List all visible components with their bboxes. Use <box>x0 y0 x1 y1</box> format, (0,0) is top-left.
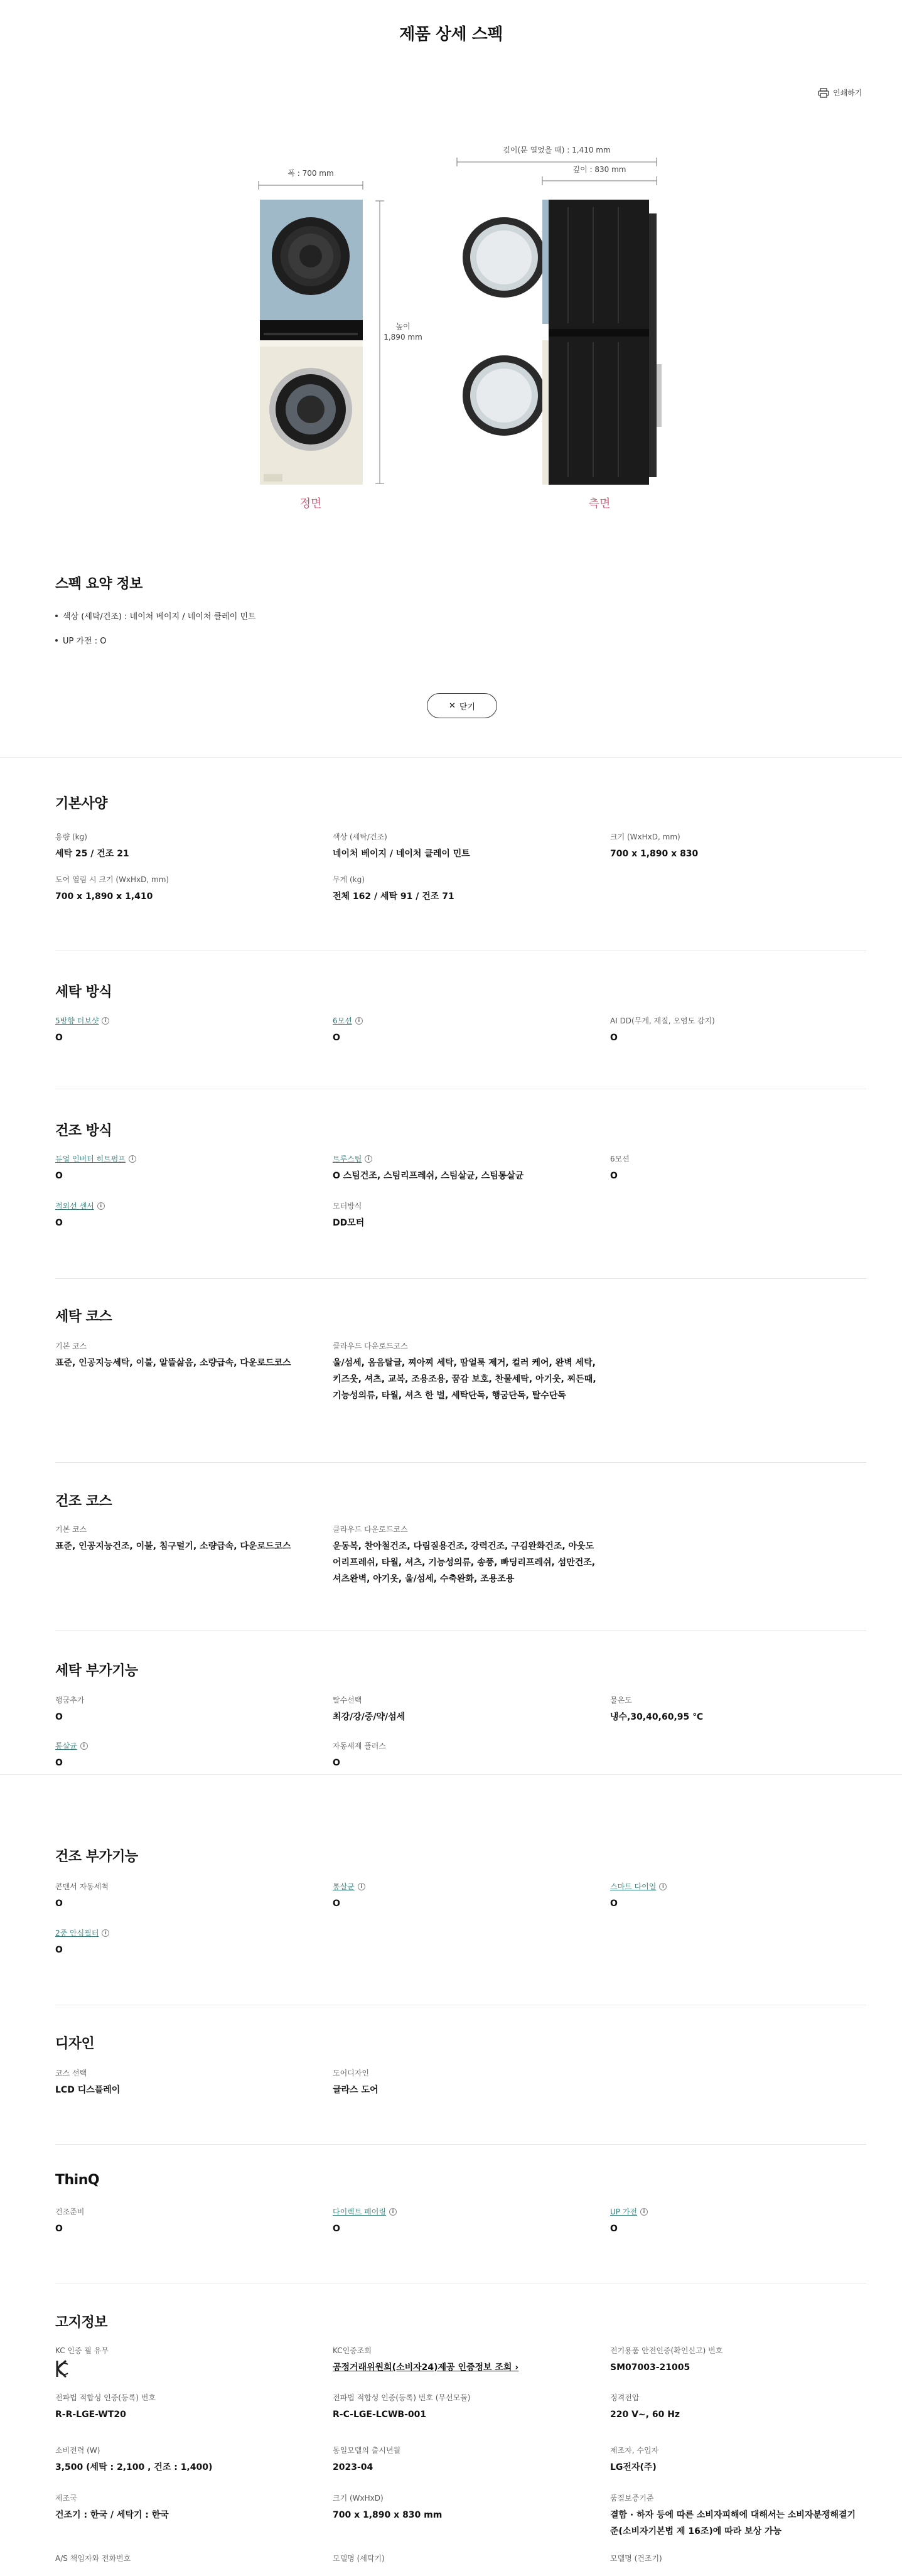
spec-label-text: 건조준비 <box>55 2207 85 2216</box>
spec-label <box>333 2445 584 2455</box>
spec-label-text: 색상 (세탁/건조) <box>333 833 387 841</box>
spec-value: R-C-LGE-LCWB-001 <box>333 2410 427 2420</box>
spec-value: 700 x 1,890 x 830 <box>610 849 699 859</box>
spec-label <box>333 1524 596 1534</box>
spec-item <box>610 2493 861 2540</box>
spec-label-text: KC 인증 필 유무 <box>55 2346 109 2355</box>
spec-label <box>610 2346 861 2356</box>
spec-label <box>333 1741 584 1751</box>
spec-label-text[interactable]: 2중 안심필터 <box>55 1929 99 1937</box>
spec-item <box>610 2445 861 2476</box>
bullet-icon <box>55 639 58 642</box>
spec-value: 냉수,30,40,60,95 ℃ <box>610 1712 704 1722</box>
spec-item <box>333 1695 584 1725</box>
section-title-thinq: ThinQ <box>55 2172 100 2188</box>
spec-label[interactable] <box>55 1016 306 1026</box>
spec-value: O <box>55 2224 63 2234</box>
spec-label-text: 크기 (WxHxD) <box>333 2494 384 2503</box>
spec-item <box>55 2068 306 2098</box>
spec-item <box>333 2346 584 2376</box>
spec-label[interactable] <box>333 1154 584 1164</box>
spec-label-text[interactable]: UP 가전 <box>610 2207 638 2216</box>
spec-label-text: 전파법 적합성 인증(등록) 번호 (무선모듈) <box>333 2393 471 2402</box>
spec-value: 글라스 도어 <box>333 2085 379 2095</box>
spec-label <box>610 1154 861 1164</box>
spec-item <box>610 1154 861 1184</box>
spec-item <box>610 832 861 862</box>
spec-value: O <box>333 1899 340 1909</box>
spec-label-text: 동일모델의 출시년월 <box>333 2446 401 2455</box>
info-icon[interactable]: i <box>129 1155 136 1163</box>
spec-item <box>55 1016 306 1046</box>
spec-label[interactable] <box>333 1882 584 1892</box>
spec-value: 네이처 베이지 / 네이처 클레이 민트 <box>333 849 470 859</box>
spec-value: DD모터 <box>333 1218 365 1228</box>
spec-label <box>55 1341 319 1351</box>
spec-label <box>55 1524 319 1534</box>
height-label-2: 1,890 mm <box>384 333 422 342</box>
spec-label <box>610 2553 861 2563</box>
spec-item <box>333 1524 596 1587</box>
section-title-wash-course: 세탁 코스 <box>55 1309 112 1325</box>
spec-item <box>333 2393 584 2423</box>
spec-item <box>333 2445 584 2476</box>
section-title-dry-course: 건조 코스 <box>55 1494 112 1509</box>
spec-value: R-R-LGE-WT20 <box>55 2410 126 2420</box>
spec-value: 건조기 : 한국 / 세탁기 : 한국 <box>55 2510 169 2520</box>
spec-label-text: 제조자, 수입자 <box>610 2446 659 2455</box>
spec-item <box>55 2445 306 2476</box>
spec-item <box>610 1016 861 1046</box>
spec-value: 3,500 (세탁 : 2,100 , 건조 : 1,400) <box>55 2462 213 2472</box>
spec-value: 울/섬세, 옴음탈글, 찌아찌 세탁, 땀얼룩 제거, 컬러 케어, 완벽 세탁, 키즈웃, 셔츠, 교복, 조용조용, 꿈감 보호, 찬물세탁, 아기웃, 찌든때, 기능성의류, 타월, 셔츠 한 벌, 세탁단독, 행굼단독, 탈수단독 <box>333 1358 596 1401</box>
spec-value: O <box>333 2224 340 2234</box>
spec-label-text: 제조국 <box>55 2494 77 2503</box>
spec-label <box>333 832 584 842</box>
spec-item <box>333 832 584 862</box>
summary-title: 스펙 요약 정보 <box>55 576 142 592</box>
info-icon[interactable]: i <box>102 1929 109 1937</box>
spec-item <box>55 1741 306 1771</box>
spec-item <box>333 1201 584 1231</box>
info-icon[interactable]: i <box>389 2208 397 2216</box>
spec-item <box>333 1341 596 1404</box>
spec-value: 세탁 25 / 건조 21 <box>55 849 129 859</box>
section-title-wash-extra: 세탁 부가기능 <box>55 1663 138 1679</box>
spec-value[interactable]: 공정거래위원회(소비자24)제공 인증정보 조회 › <box>333 2363 519 2373</box>
spec-label <box>610 1016 861 1026</box>
spec-label-text[interactable]: 듀얼 인버터 히트펌프 <box>55 1155 126 1163</box>
spec-value: O <box>333 1033 340 1043</box>
spec-item <box>333 1016 584 1046</box>
spec-item <box>333 1882 584 1912</box>
divider <box>55 1462 866 1463</box>
spec-item <box>55 1201 306 1231</box>
spec-label <box>333 1695 584 1705</box>
spec-label-text[interactable]: 트루스팀 <box>333 1155 362 1163</box>
spec-label <box>610 2393 861 2403</box>
spec-label-text: 콘덴서 자동세척 <box>55 1882 109 1891</box>
spec-item <box>333 2553 584 2567</box>
divider <box>55 2144 866 2145</box>
close-label: 닫기 <box>459 702 476 712</box>
spec-label-text[interactable]: 6모션 <box>333 1016 352 1025</box>
spec-item <box>55 832 306 862</box>
section-title-dry-method: 건조 방식 <box>55 1123 112 1139</box>
spec-label-text: AI DD(무게, 재질, 오염도 감지) <box>610 1016 715 1025</box>
bullet-icon <box>55 615 58 617</box>
spec-item <box>610 1695 861 1725</box>
spec-item <box>55 1882 306 1912</box>
spec-item <box>55 2346 306 2381</box>
spec-label <box>55 1882 306 1892</box>
spec-label[interactable] <box>55 1201 306 1211</box>
info-icon[interactable]: i <box>355 1017 363 1025</box>
side-caption: 측면 <box>588 497 611 510</box>
spec-value: 700 x 1,890 x 1,410 <box>55 892 153 902</box>
spec-value: 2023-04 <box>333 2462 373 2472</box>
spec-label <box>333 1201 584 1211</box>
spec-item <box>55 2393 306 2423</box>
spec-label <box>55 2553 306 2563</box>
spec-item <box>55 1695 306 1725</box>
info-icon[interactable]: i <box>358 1883 365 1890</box>
spec-label-text: 모델명 (건조기) <box>610 2554 662 2563</box>
info-icon[interactable]: i <box>365 1155 372 1163</box>
spec-label-text: A/S 책임자와 전화번호 <box>55 2554 131 2563</box>
spec-label-text: 클라우드 다운로드코스 <box>333 1525 408 1534</box>
spec-item <box>55 2493 306 2523</box>
spec-value: O <box>610 1899 618 1909</box>
spec-item <box>55 1524 319 1555</box>
print-label: 인쇄하기 <box>833 89 862 97</box>
spec-label <box>610 1695 861 1705</box>
spec-value: O <box>55 1218 63 1228</box>
spec-label[interactable] <box>55 1741 306 1751</box>
spec-value: O <box>610 2224 618 2234</box>
spec-label <box>333 1341 596 1351</box>
close-button[interactable] <box>427 693 497 718</box>
spec-label-text: 도어디자인 <box>333 2069 369 2078</box>
summary-item <box>55 610 256 622</box>
spec-value: O <box>55 1758 63 1768</box>
spec-label-text[interactable]: 5방향 터보샷 <box>55 1016 99 1025</box>
summary-item-text: UP 가전 : O <box>63 637 107 646</box>
spec-value: 운동복, 찬아철건조, 다림질용건조, 강력건조, 구김완화건조, 아웃도어리프레쉬, 타월, 셔츠, 기능성의류, 송풍, 빠딩리프레쉬, 섬만건조, 셔츠완벽, 아기옷, 울/섬세, 수축완화, 조용조용 <box>333 1541 596 1584</box>
product-dimension-diagram <box>0 0 902 521</box>
spec-item <box>333 875 584 905</box>
info-icon[interactable]: i <box>97 1202 105 1210</box>
spec-value: 표준, 인공지능세탁, 이불, 알뜰삶음, 소량급속, 다운로드코스 <box>55 1358 291 1368</box>
front-caption: 정면 <box>299 497 322 510</box>
spec-label-text: 클라우드 다운로드코스 <box>333 1342 408 1350</box>
divider <box>55 1630 866 1631</box>
spec-label <box>610 2445 861 2455</box>
spec-label <box>55 1695 306 1705</box>
spec-label <box>333 2346 584 2356</box>
summary-item <box>55 634 106 646</box>
spec-value: 결함 · 하자 등에 따른 소비자피해에 대해서는 소비자분쟁해결기준(소비자기본법 제 16조)에 따라 보상 가능 <box>610 2510 856 2536</box>
spec-item <box>55 2207 306 2237</box>
divider <box>0 1774 902 1775</box>
spec-label <box>55 832 306 842</box>
spec-label-text: 6모션 <box>610 1155 630 1163</box>
spec-item <box>610 1882 861 1912</box>
spec-label <box>333 2393 584 2403</box>
spec-value: O <box>55 1712 63 1722</box>
spec-label-text[interactable]: 스마트 다이얼 <box>610 1882 657 1891</box>
spec-label <box>55 2493 306 2503</box>
spec-item <box>610 2393 861 2423</box>
spec-item <box>55 1928 306 1958</box>
spec-item <box>55 2553 306 2567</box>
section-title-basic: 기본사양 <box>55 796 108 812</box>
spec-label[interactable] <box>55 1928 306 1938</box>
spec-label <box>610 2493 861 2503</box>
spec-label[interactable] <box>610 2207 861 2217</box>
spec-value: 전체 162 / 세탁 91 / 건조 71 <box>333 892 454 902</box>
spec-label-text: 무게 (kg) <box>333 875 365 884</box>
spec-item <box>333 1741 584 1771</box>
front-width-label: 폭 : 700 mm <box>287 169 334 178</box>
spec-value: 220 V~, 60 Hz <box>610 2410 680 2420</box>
spec-label <box>55 2346 306 2356</box>
spec-item <box>333 2493 584 2523</box>
spec-label-text[interactable]: 통살균 <box>333 1882 355 1891</box>
spec-value: 표준, 인공지능건조, 이불, 침구털기, 소량급속, 다운로드코스 <box>55 1541 291 1551</box>
spec-label <box>55 2393 306 2403</box>
spec-value: O <box>55 1171 63 1181</box>
spec-label-text: 자동세제 플러스 <box>333 1742 386 1750</box>
spec-item <box>55 875 306 905</box>
spec-label <box>333 2068 584 2078</box>
spec-value: O 스팀건조, 스팀리프레쉬, 스팀살균, 스팀통살균 <box>333 1171 524 1181</box>
spec-label-text[interactable]: 적외선 센서 <box>55 1202 94 1210</box>
spec-value: O <box>610 1033 618 1043</box>
spec-label-text[interactable]: 통살균 <box>55 1742 77 1750</box>
spec-value: LG전자(주) <box>610 2462 657 2472</box>
close-icon: ✕ <box>448 701 456 711</box>
page-title: 제품 상세 스펙 <box>399 25 503 44</box>
spec-item <box>610 2207 861 2237</box>
divider <box>55 1278 866 1279</box>
spec-label[interactable] <box>610 1882 861 1892</box>
spec-label[interactable] <box>333 1016 584 1026</box>
spec-value: O <box>610 1171 618 1181</box>
info-icon[interactable]: i <box>80 1742 88 1750</box>
info-icon[interactable]: i <box>102 1017 109 1025</box>
spec-label <box>55 2445 306 2455</box>
spec-item <box>55 1154 306 1184</box>
summary-item-text: 색상 (세탁/건조) : 네이처 베이지 / 네이처 클레이 민트 <box>63 612 256 622</box>
spec-label-text: 모델명 (세탁기) <box>333 2554 385 2563</box>
spec-label-text: 탈수선택 <box>333 1696 362 1705</box>
spec-label-text: 품질보증기준 <box>610 2494 654 2503</box>
spec-value: O <box>55 1899 63 1909</box>
spec-label-text: 물온도 <box>610 1696 632 1705</box>
spec-label[interactable] <box>333 2207 584 2217</box>
spec-label-text: 기본 코스 <box>55 1525 87 1534</box>
spec-value: O <box>55 1945 63 1955</box>
spec-label-text: 전기용품 안전인증(확인신고) 번호 <box>610 2346 723 2355</box>
spec-label-text: 도어 열림 시 크기 (WxHxD, mm) <box>55 875 169 884</box>
depth-label: 깊이 : 830 mm <box>572 165 626 174</box>
spec-item <box>55 1341 319 1371</box>
spec-label-text: 전파법 적합성 인증(등록) 번호 <box>55 2393 156 2402</box>
section-title-notice: 고지정보 <box>55 2315 108 2331</box>
side-view-appliance <box>463 200 662 485</box>
spec-label <box>333 2493 584 2503</box>
front-view-appliance <box>260 200 363 485</box>
spec-item <box>610 2553 861 2567</box>
kc-mark-icon <box>55 2359 69 2378</box>
spec-label-text: 기본 코스 <box>55 1342 87 1350</box>
spec-value: O <box>333 1758 340 1768</box>
spec-label-text: 용량 (kg) <box>55 833 87 841</box>
spec-label-text[interactable]: 다이렉트 페어링 <box>333 2207 386 2216</box>
section-title-wash-method: 세탁 방식 <box>55 984 112 1000</box>
depth-door-label: 깊이(문 열었을 때) : 1,410 mm <box>503 146 611 154</box>
spec-label-text: 모터방식 <box>333 1202 362 1210</box>
spec-label <box>55 2207 306 2217</box>
spec-value: O <box>55 1033 63 1043</box>
spec-item <box>610 2346 861 2376</box>
spec-label-text: KC인증조회 <box>333 2346 372 2355</box>
spec-label <box>333 875 584 885</box>
spec-label-text: 코스 선택 <box>55 2069 87 2078</box>
spec-label-text: 소비전력 (W) <box>55 2446 100 2455</box>
spec-label[interactable] <box>55 1154 306 1164</box>
divider <box>0 757 902 758</box>
spec-label-text: 크기 (WxHxD, mm) <box>610 833 680 841</box>
spec-item <box>333 1154 584 1184</box>
spec-label-text: 정격전압 <box>610 2393 640 2402</box>
spec-value: SM07003-21005 <box>610 2363 690 2373</box>
section-title-dry-extra: 건조 부가기능 <box>55 1849 138 1865</box>
spec-label-text: 행굼추가 <box>55 1696 85 1705</box>
spec-value: 최강/강/중/약/섬세 <box>333 1712 405 1722</box>
spec-value: 700 x 1,890 x 830 mm <box>333 2510 443 2520</box>
spec-label <box>333 2553 584 2563</box>
spec-label <box>55 875 306 885</box>
section-title-design: 디자인 <box>55 2036 95 2052</box>
height-label-1: 높이 <box>395 322 411 331</box>
spec-label <box>610 832 861 842</box>
spec-label <box>55 2068 306 2078</box>
info-icon[interactable]: i <box>640 2208 648 2216</box>
info-icon[interactable]: i <box>659 1883 667 1890</box>
spec-value: LCD 디스플레이 <box>55 2085 121 2095</box>
spec-item <box>333 2068 584 2098</box>
spec-item <box>333 2207 584 2237</box>
